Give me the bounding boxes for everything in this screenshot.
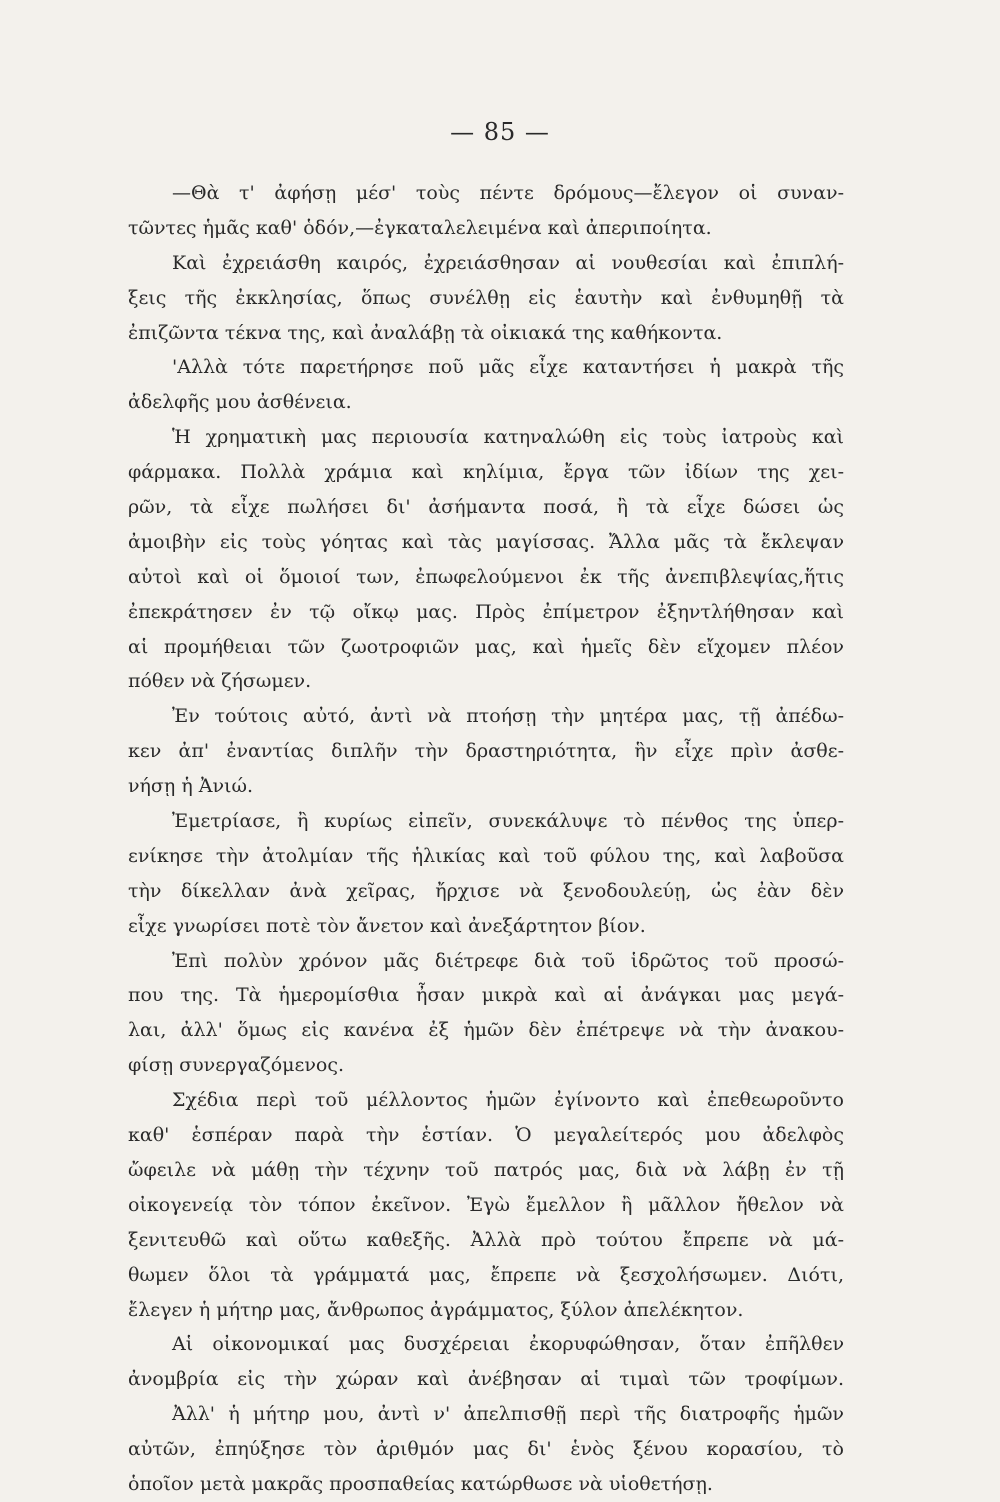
text-line: ενίκησε τὴν ἀτολμίαν τῆς ἡλικίας καὶ τοῦ φύλου της, καὶ λαβοῦσα: [128, 844, 844, 867]
text-line: Ἀλλ' ἡ μήτηρ μου, ἀντὶ ν' ἀπελπισθῇ περὶ τῆς διατροφῆς ἡμῶν: [172, 1403, 844, 1426]
text-line: τὴν δίκελλαν ἀνὰ χεῖρας, ἤρχισε νὰ ξενοδουλεύῃ, ὡς ἐὰν δὲν: [128, 879, 844, 902]
text-line: Σχέδια περὶ τοῦ μέλλοντος ἡμῶν ἐγίνοντο καὶ ἐπεθεωροῦντο: [172, 1089, 844, 1112]
text-line: Ἐν τούτοις αὐτό, ἀντὶ νὰ πτοήσῃ τὴν μητέρα μας, τῇ ἀπέδω-: [172, 705, 844, 728]
text-line: Ἡ χρηματικὴ μας περιουσία κατηναλώθη εἰς τοὺς ἰατροὺς καὶ: [172, 426, 844, 449]
text-line: ὁποῖον μετὰ μακρᾶς προσπαθείας κατώρθωσε νὰ υἱοθετήσῃ.: [128, 1472, 713, 1495]
text-line: αἱ προμήθειαι τῶν ζωοτροφιῶν μας, καὶ ἡμεῖς δὲν εἴχομεν πλέον: [128, 635, 844, 658]
text-line: ἀμοιβὴν εἰς τοὺς γόητας καὶ τὰς μαγίσσας. Ἄλλα μᾶς τὰ ἔκλεψαν: [128, 530, 844, 553]
text-line: ἀνομβρία εἰς τὴν χώραν καὶ ἀνέβησαν αἱ τιμαὶ τῶν τροφίμων.: [128, 1368, 844, 1391]
text-line: ξεις τῆς ἐκκλησίας, ὅπως συνέλθῃ εἰς ἑαυτὴν καὶ ἐνθυμηθῇ τὰ: [128, 286, 844, 309]
text-line: ἀδελφῆς μου ἀσθένεια.: [128, 391, 352, 414]
text-line: καθ' ἑσπέραν παρὰ τὴν ἑστίαν. Ὁ μεγαλείτερός μου ἀδελφὸς: [128, 1124, 844, 1147]
text-line: κεν ἀπ' ἐναντίας διπλῆν τὴν δραστηριότητα, ἣν εἶχε πρὶν ἀσθε-: [128, 740, 844, 763]
text-line: οἰκογενείᾳ τὸν τόπον ἐκεῖνον. Ἐγὼ ἔμελλον ἢ μᾶλλον ἤθελον νὰ: [128, 1193, 844, 1216]
page-number: — 85 —: [450, 118, 550, 146]
text-line: αὐτοὶ καὶ οἱ ὅμοιοί των, ἐπωφελούμενοι ἐκ τῆς ἀνεπιβλεψίας,ἥτις: [128, 565, 844, 588]
text-line: Αἱ οἰκονομικαί μας δυσχέρειαι ἐκορυφώθησαν, ὅταν ἐπῆλθεν: [172, 1333, 844, 1356]
text-line: ὤφειλε νὰ μάθῃ τὴν τέχνην τοῦ πατρός μας, διὰ νὰ λάβῃ ἐν τῇ: [128, 1158, 844, 1181]
text-line: Ἐμετρίασε, ἢ κυρίως εἰπεῖν, συνεκάλυψε τὸ πένθος της ὑπερ-: [172, 810, 844, 833]
text-line: λαι, ἀλλ' ὅμως εἰς κανένα ἐξ ἡμῶν δὲν ἐπέτρεψε νὰ τὴν ἀνακου-: [128, 1019, 844, 1042]
text-line: Ἐπὶ πολὺν χρόνον μᾶς διέτρεφε διὰ τοῦ ἱδρῶτος τοῦ προσώ-: [172, 949, 844, 972]
text-line: ρῶν, τὰ εἶχε πωλήσει δι' ἀσήμαντα ποσά, ἢ τὰ εἶχε δώσει ὡς: [128, 496, 844, 519]
text-line: φίσῃ συνεργαζόμενος.: [128, 1054, 345, 1077]
text-line: εἶχε γνωρίσει ποτὲ τὸν ἄνετον καὶ ἀνεξάρτητον βίον.: [128, 914, 646, 937]
page-body-text: [128, 176, 844, 1502]
text-line: Καὶ ἐχρειάσθη καιρός, ἐχρειάσθησαν αἱ νουθεσίαι καὶ ἐπιπλή-: [172, 251, 844, 274]
text-line: —Θὰ τ' ἀφήσῃ μέσ' τοὺς πέντε δρόμους—ἔλεγον οἱ συναν-: [172, 182, 844, 204]
text-line: πόθεν νὰ ζήσωμεν.: [128, 670, 312, 693]
text-line: ξενιτευθῶ καὶ οὕτω καθεξῆς. Ἀλλὰ πρὸ τούτου ἔπρεπε νὰ μά-: [128, 1228, 844, 1251]
text-line: που της. Τὰ ἡμερομίσθια ἦσαν μικρὰ καὶ αἱ ἀνάγκαι μας μεγά-: [128, 984, 844, 1007]
text-line: αὐτῶν, ἐπηύξησε τὸν ἀριθμόν μας δι' ἑνὸς ξένου κορασίου, τὸ: [128, 1438, 844, 1461]
text-line: τῶντες ἡμᾶς καθ' ὁδόν,—ἐγκαταλελειμένα καὶ ἀπεριποίητα.: [128, 216, 712, 239]
text-line: νήσῃ ἡ Ἀνιώ.: [128, 775, 254, 798]
text-line: 'Αλλὰ τότε παρετήρησε ποῦ μᾶς εἶχε καταντήσει ἡ μακρὰ τῆς: [172, 356, 844, 379]
text-line: ἔλεγεν ἡ μήτηρ μας, ἄνθρωπος ἀγράμματος, ξύλον ἀπελέκητον.: [128, 1298, 744, 1321]
text-line: φάρμακα. Πολλὰ χράμια καὶ κηλίμια, ἔργα τῶν ἰδίων της χει-: [128, 461, 844, 484]
text-line: ἐπιζῶντα τέκνα της, καὶ ἀναλάβῃ τὰ οἰκιακά της καθήκοντα.: [128, 321, 723, 344]
text-line: ἐπεκράτησεν ἐν τῷ οἴκῳ μας. Πρὸς ἐπίμετρον ἐξηντλήθησαν καὶ: [128, 600, 844, 623]
text-line: θωμεν ὅλοι τὰ γράμματά μας, ἔπρεπε νὰ ξεσχολήσωμεν. Διότι,: [128, 1263, 844, 1286]
